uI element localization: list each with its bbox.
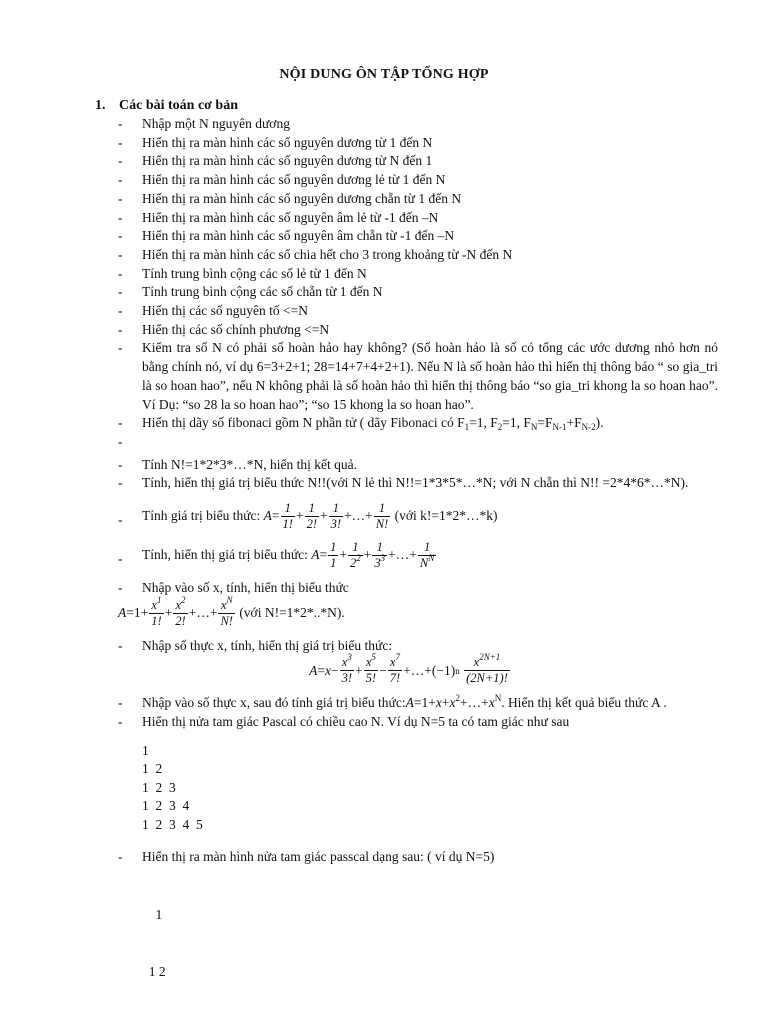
list-item-pascal: - Hiển thị nửa tam giác Pascal có chiều cao N. Ví dụ N=5 ta có tam giác như sau bbox=[118, 714, 570, 730]
pascal-row: 1 2 bbox=[142, 963, 166, 979]
list-item-formula-power-sum: - Tính, hiển thị giá trị biểu thức: A = $\frac{1}{1}$ + $\frac{1}{2^2}$ + $\frac{1}{3^3}$ +…+ $\frac{1}{N^N}$ bbox=[118, 540, 435, 571]
list-item: - Hiển thị ra màn hình các số nguyên âm lẻ từ -1 đến –N bbox=[118, 209, 439, 225]
pascal-row: 1 bbox=[142, 907, 163, 923]
list-item-exp-series: - Nhập vào số x, tính, hiển thị biểu thức bbox=[118, 580, 349, 596]
list-item-perfect-number: - Kiểm tra số N có phải số hoàn hảo hay không? (Số hoàn hảo là số có tổng các ước dương nhỏ hơn nó bằng chính nó, ví dụ 6=3+2+1; 28=14+7+4+2+1). Nếu N là số hoàn hảo thì hiển thị thông báo “ so gia_tri là so hoan hao”, nếu N không phải là số hoàn hảo thì hiển thị thông báo “so gia_tri khong la so hoan hao”. Ví Dụ: “so 28 la so hoan hao”; “so 15 khong la so hoan hao”. bbox=[118, 340, 718, 412]
list-item-sin-series: - Nhập số thực x, tính, hiển thị giá trị biểu thức: bbox=[118, 637, 393, 653]
list-item-formula-factorial-sum: - Tính giá trị biểu thức: A = $\frac{1}{1!}$ + $\frac{1}{2!}$ + $\frac{1}{3!}$ +…+ $\frac{1}{N!}$ (với k!=1*2*…*k) bbox=[118, 501, 498, 532]
list-item: - Hiển thị ra màn hình các số nguyên dương từ N đến 1 bbox=[118, 153, 433, 169]
list-item: - Hiển thị ra màn hình các số nguyên dương chẵn từ 1 đến N bbox=[118, 190, 462, 206]
pascal-triangle-2 bbox=[142, 869, 718, 1019]
list-item-power-series: - Nhập vào số thực x, sau đó tính giá trị biểu $thức:A=1+x+x^2+\dots+x^N$. Hiển thị kết quả biểu thức A . bbox=[118, 693, 667, 711]
pascal-row: 1 2 bbox=[142, 761, 163, 777]
list-item-fibonacci: - Hiển thị dãy số fibonaci gồm N phần tử ( dãy Fibonaci có $F_1=1$, $F_2=1$, $F_N=F_{N-1}+F_{N-2}$). bbox=[118, 415, 604, 433]
list-item: - Tính trung bình cộng các số chẵn từ 1 đến N bbox=[118, 284, 383, 300]
list-item: - Nhập một N nguyên dương bbox=[118, 116, 290, 131]
list-item: - Tính trung bình cộng các số lẻ từ 1 đến N bbox=[118, 265, 367, 281]
section-heading bbox=[95, 97, 238, 116]
list-item: - Tính N!=1*2*3*…*N, hiển thị kết quả. bbox=[118, 456, 357, 472]
exercise-list bbox=[118, 115, 718, 1019]
list-item: - Hiển thị ra màn hình các số chia hết cho 3 trong khoảng từ -N đến N bbox=[118, 246, 513, 262]
sin-series-formula: A = x − $\frac{x^3}{3!}$ + $\frac{x^5}{5!}$ − $\frac{x^7}{7!}$ +…+(−1) n $\frac{x^{2N+1}}{(2N+1)!}$ bbox=[309, 652, 508, 686]
pascal-row: 1 2 3 4 5 bbox=[142, 816, 203, 832]
list-item: - Tính, hiển thị giá trị biểu thức N!!(với N lẻ thì N!!=1*3*5*…*N; với N chẵn thì N!! =2*4*6*…*N). bbox=[118, 475, 689, 491]
list-item: - Hiển thị ra màn hình các số nguyên dương từ 1 đến N bbox=[118, 134, 433, 150]
exp-series-formula: A =1+ $\frac{x^1}{1!}$ + $\frac{x^2}{2!}$ +…+ $\frac{x^N}{N!}$ (với N!=1*2*..*N). bbox=[118, 594, 345, 628]
list-item: - Hiển thị ra màn hình các số nguyên dương lẻ từ 1 đến N bbox=[118, 172, 446, 188]
section-title: Các bài toán cơ bản bbox=[119, 98, 238, 113]
pascal-triangle bbox=[142, 742, 718, 835]
section-number: 1. bbox=[95, 98, 106, 113]
pascal-row: 1 bbox=[142, 742, 149, 758]
page-title: NỘI DUNG ÔN TẬP TỔNG HỢP bbox=[279, 67, 489, 82]
list-item: - Hiển thị các số chính phương <=N bbox=[118, 321, 330, 337]
list-item: - Hiển thị ra màn hình các số nguyên âm chẵn từ -1 đến –N bbox=[118, 228, 455, 244]
list-item-empty: - bbox=[118, 433, 123, 449]
list-item: - Hiển thị các số nguyên tố <=N bbox=[118, 303, 308, 319]
list-item-pascal-2: - Hiển thị ra màn hình nửa tam giác passcal dạng sau: ( ví dụ N=5) bbox=[118, 849, 495, 865]
pascal-row: 1 2 3 4 bbox=[142, 798, 190, 814]
pascal-row: 1 2 3 bbox=[142, 779, 176, 795]
